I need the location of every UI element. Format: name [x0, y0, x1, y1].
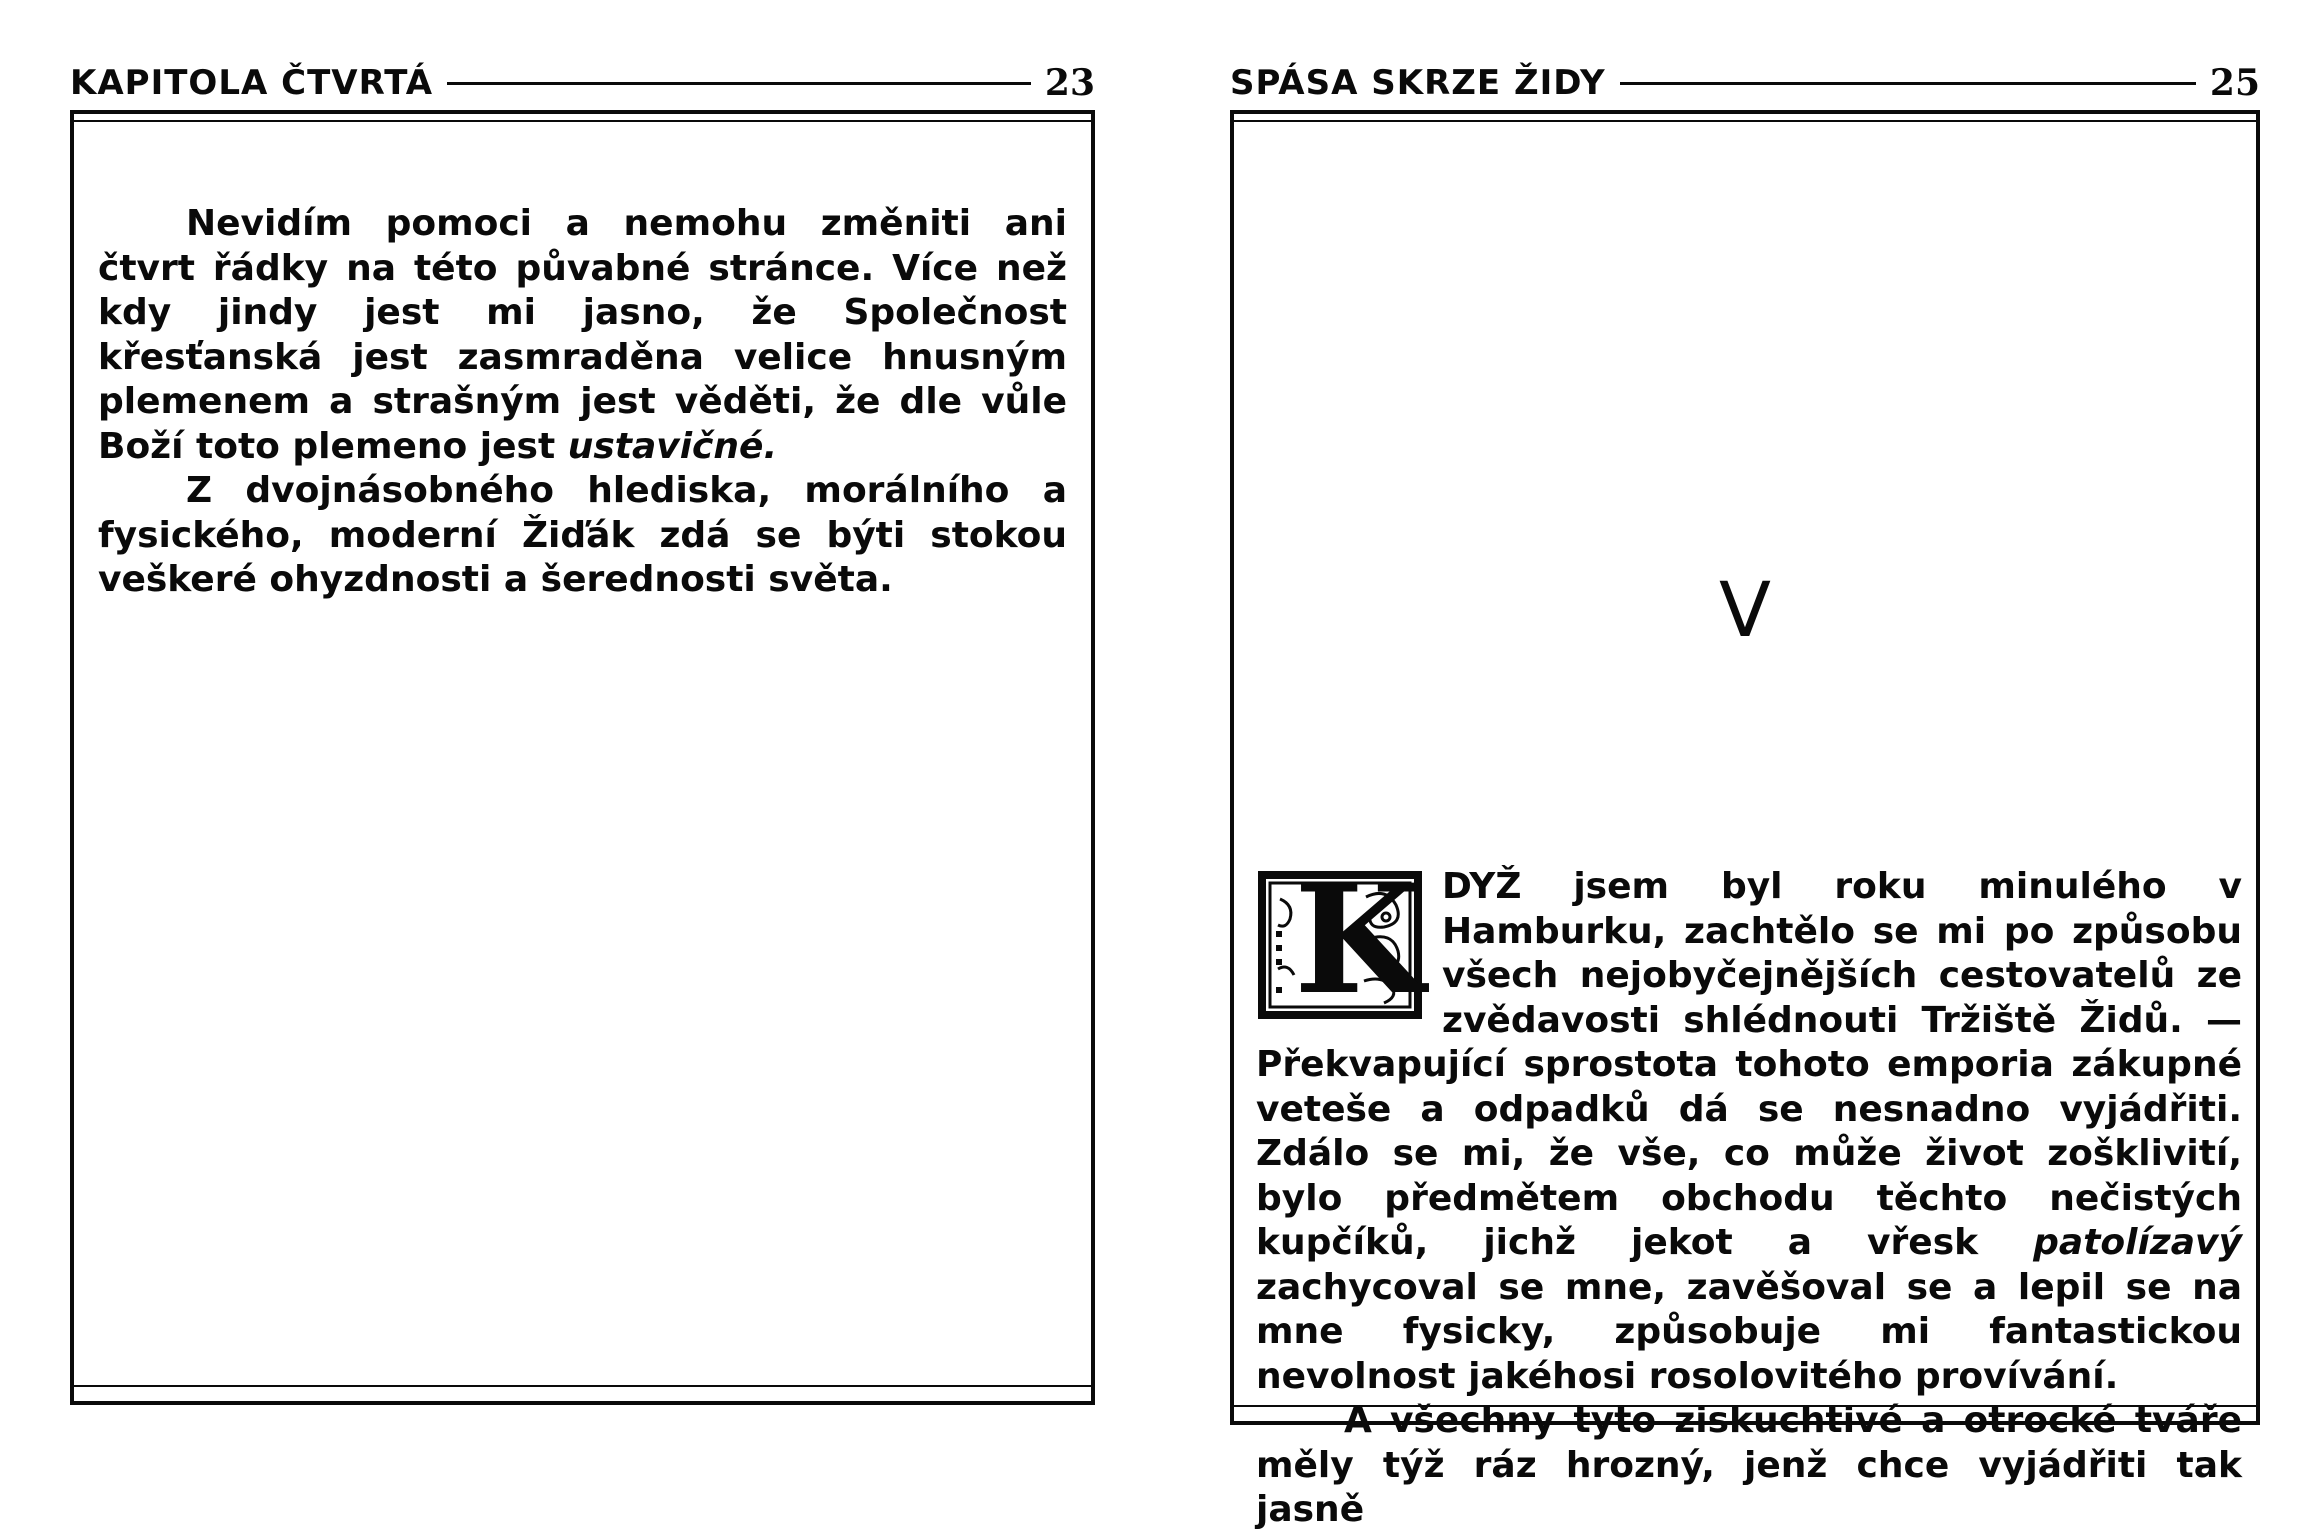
page-number: 25: [2209, 62, 2260, 104]
running-head-rule: [1620, 82, 2196, 85]
text-run: zachycoval se mne, zavěšoval se a lepil se na mne fysicky, způsobuje mi fantastickou nevolnost jakéhosi rosolovitého provívání.: [1256, 1266, 2242, 1397]
body-text: [98, 202, 1067, 603]
running-head-title: KAPITOLA ČTVRTÁ: [70, 63, 434, 103]
left-page: [70, 40, 1095, 1405]
drop-cap: [1256, 852, 1425, 1028]
text-run: DYŽ jsem byl roku minulého v Hamburku, zachtělo se mi po způsobu všech nejobyčejnějších cestovatelů ze zvědavosti shlédnouti Tržiště Židů. — Překvapující sprostota tohoto emporia zákupné veteše a odpadků dá se nesnadno vyjádřiti. Zdálo se mi, že vše, co může život zošklivití, bylo předmětem obchodu těchto nečistých kupčíků, jichž jekot a vřesk: [1256, 866, 2242, 1263]
page-frame: [70, 110, 1095, 1405]
paragraph: [98, 469, 1067, 603]
drop-cap-letter: K: [1294, 852, 1425, 1028]
italic-text-run: patolízavý: [2033, 1222, 2242, 1263]
italic-text-run: ustavičné.: [567, 425, 778, 467]
paragraph: [1256, 1399, 2242, 1533]
chapter-number: V: [1719, 565, 1771, 654]
page-frame: [1230, 110, 2260, 1530]
text-run: A všechny tyto ziskuchtivé a otrocké tváře měly týž ráz hrozný, jenž chce vyjádřiti tak jasně: [1256, 1400, 2242, 1530]
running-head: [70, 58, 1095, 108]
running-head-title: SPÁSA SKRZE ŽIDY: [1230, 63, 1606, 103]
text-run: Nevidím pomoci a nemohu změniti ani čtvrt řádky na této půvabné stránce. Více než kdy jindy jest mi jasno, že Společnost křesťanská jest zasmraděna velice hnusným plemenem a strašným jest věděti, že dle vůle Boží toto plemeno jest: [98, 203, 1067, 467]
running-head-rule: [447, 82, 1031, 85]
body-text: [1256, 852, 2242, 1533]
page-number: 23: [1044, 62, 1095, 104]
text-run: Z dvojnásobného hlediska, morálního a fysického, moderní Žiďák zdá se býti stokou veškeré ohyzdnosti a šerednosti světa.: [98, 470, 1067, 600]
right-page: [1230, 40, 2260, 1530]
frame-bottom-rule: [74, 1385, 1091, 1405]
paragraph: [98, 202, 1067, 469]
running-head: [1230, 58, 2260, 108]
